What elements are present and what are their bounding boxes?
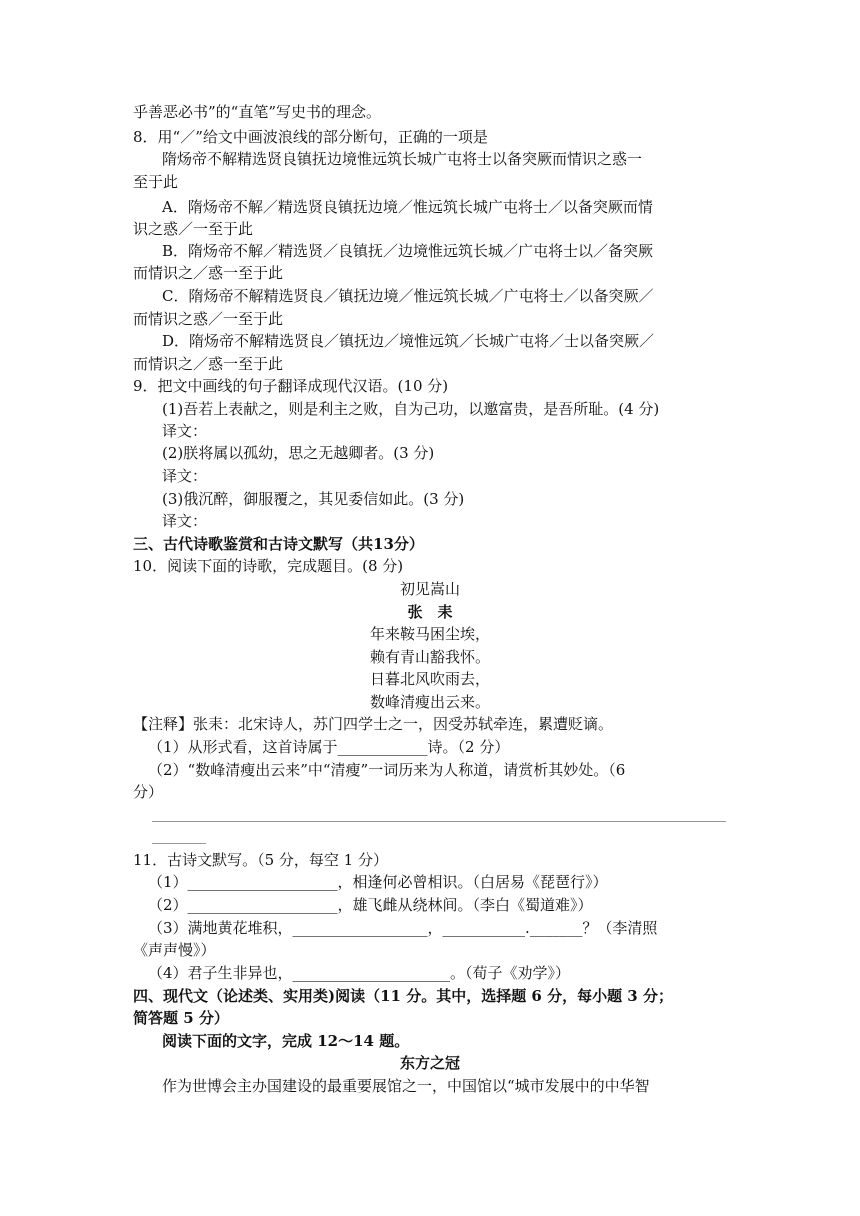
answer-line-end [152,843,206,844]
text-line: 而情识之惑／一至于此 [133,310,284,328]
question-10-item-1: （1）从形式看，这首诗属于____________诗。（2 分） [148,738,510,756]
question-11-item-1: （1）____________________，相逢何必曾相识。（白居易《琵琶行》） [148,873,608,891]
text-line: 而情识之／惑一至于此 [133,355,284,373]
translation-label: 译文： [162,422,208,440]
question-9-item-1: (1)吾若上表献之，则是利主之败，自为己功，以邀富贵，是吾所耻。(4 分) [162,400,660,418]
section-4-heading-cont: 简答题 5 分） [133,1009,229,1027]
question-9-item-3: (3)俄沉醉，御服覆之，其见委信如此。(3 分) [162,490,465,508]
article-paragraph: 作为世博会主办国建设的最重要展馆之一，中国馆以“城市发展中的中华智 [162,1077,650,1095]
text-line: 分） [133,783,164,801]
section-4-heading: 四、现代文（论述类、实用类)阅读（11 分。其中，选择题 6 分，每小题 3 分； [133,987,673,1005]
poem-author: 张 耒 [407,603,453,621]
option-d: D．隋炀帝不解精选贤良／镇抚边／境惟远筑／长城广屯将／士以备突厥／ [162,332,655,350]
question-8-passage: 隋炀帝不解精选贤良镇抚边境惟远筑长城广屯将士以备突厥而情识之惑一 [162,150,643,168]
text-line: 识之惑／一至于此 [133,220,254,238]
question-11-stem: 11．古诗文默写。（5 分，每空 1 分） [133,851,388,869]
article-title: 东方之冠 [399,1054,460,1072]
poem-line: 日暮北风吹雨去， [369,670,490,688]
question-11-item-2: （2）____________________，雄飞雌从绕林间。（李白《蜀道难》） [148,896,593,914]
question-11-item-3: （3）满地黄花堆积，__________________，___________._______？（李清照 [148,919,658,937]
question-10-stem: 10．阅读下面的诗歌，完成题目。(8 分) [133,557,404,575]
translation-label: 译文： [162,512,208,530]
option-b: B．隋炀帝不解／精选贤／良镇抚／边境惟远筑长城／广屯将士以／备突厥 [162,242,654,260]
option-a: A．隋炀帝不解／精选贤良镇抚边境／惟远筑长城广屯将士／以备突厥而情 [162,198,653,216]
text-line: 乎善恶必书”的“直笔”写史书的理念。 [133,103,382,121]
question-9-stem: 9．把文中画线的句子翻译成现代汉语。(10 分) [133,377,449,395]
option-c: C．隋炀帝不解精选贤良／镇抚边境／惟远筑长城／广屯将士／以备突厥／ [162,287,654,305]
reading-instruction: 阅读下面的文字，完成 12～14 题。 [162,1032,410,1050]
poem-line: 赖有青山豁我怀。 [369,648,490,666]
poem-line: 年来鞍马困尘埃， [369,625,490,643]
poem-line: 数峰清瘦出云来。 [369,693,490,711]
poem-title: 初见嵩山 [399,580,460,598]
text-line: 至于此 [133,173,179,191]
answer-line [152,821,726,822]
question-10-item-2: （2）“数峰清瘦出云来”中“清瘦”一词历来为人称道，请赏析其妙处。（6 [148,761,626,779]
text-line: 《声声慢》） [133,941,216,959]
section-3-heading: 三、古代诗歌鉴赏和古诗文默写（共13分） [133,535,424,553]
question-11-item-4: （4）君子生非异也，_____________________。（荀子《劝学》） [148,964,571,982]
question-8-stem: 8．用“／”给文中画波浪线的部分断句，正确的一项是 [133,128,488,146]
poem-note: 【注释】张耒：北宋诗人，苏门四学士之一，因受苏轼牵连，累遭贬谪。 [133,715,614,733]
question-9-item-2: (2)朕将属以孤幼，思之无越卿者。(3 分) [162,444,435,462]
translation-label: 译文： [162,467,208,485]
text-line: 而情识之／惑一至于此 [133,264,284,282]
